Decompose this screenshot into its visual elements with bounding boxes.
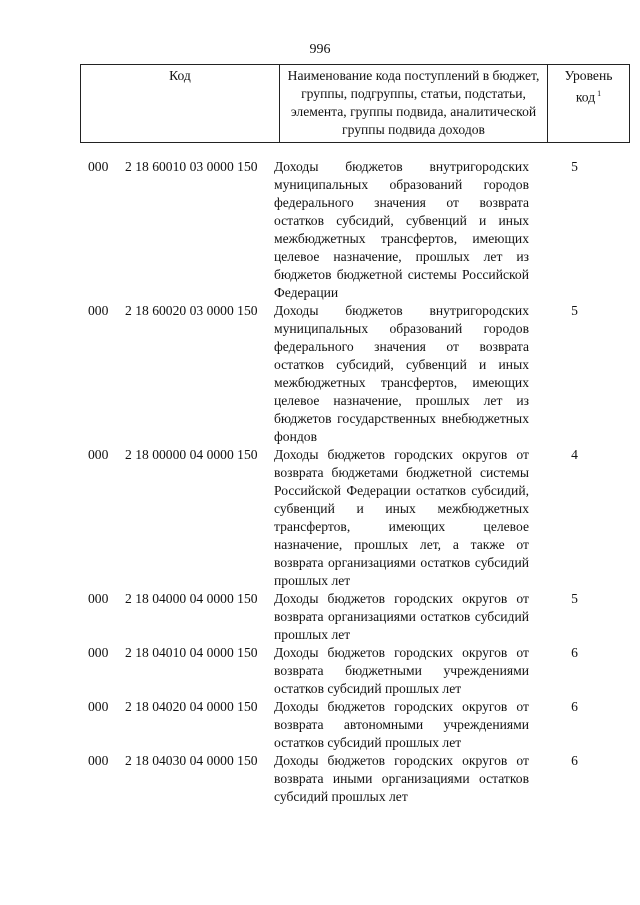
income-name: Доходы бюджетов внутригородских муниципальных образований городов федерального значения от возврата остатков субсидий, субвенций и иных межбюджетных трансфертов, имеющих целевое назначение, прошлых лет из бюджетов бюджетной системы Российской Федерации (274, 159, 529, 300)
income-name: Доходы бюджетов внутригородских муниципальных образований городов федерального значения от возврата остатков субсидий, субвенций и иных межбюджетных трансфертов, имеющих целевое назначение, прошлых лет из бюджетов государственных внебюджетных фондов (274, 303, 529, 444)
income-code: 2 18 04030 04 0000 150 (125, 753, 258, 768)
header-level-label: Уровень код (564, 68, 613, 105)
income-code: 2 18 04000 04 0000 150 (125, 591, 258, 606)
page-number: 996 (309, 42, 331, 57)
table-body (80, 158, 608, 806)
code-level: 6 (571, 699, 578, 714)
code-level: 6 (571, 753, 578, 768)
table-row (80, 644, 608, 698)
table-header (80, 64, 630, 143)
table-row (80, 590, 608, 644)
code-level: 5 (571, 303, 578, 318)
footnote-marker: 1 (597, 89, 602, 98)
table-row (80, 158, 608, 302)
admin-code: 000 (88, 303, 109, 318)
admin-code: 000 (88, 699, 109, 714)
income-name: Доходы бюджетов городских округов от возврата бюджетными учреждениями остатков субсидий прошлых лет (274, 645, 529, 696)
code-level: 5 (571, 159, 578, 174)
admin-code: 000 (88, 159, 109, 174)
income-name: Доходы бюджетов городских округов от возврата организациями остатков субсидий прошлых лет (274, 591, 529, 642)
admin-code: 000 (88, 753, 109, 768)
admin-code: 000 (88, 591, 109, 606)
income-code: 2 18 04020 04 0000 150 (125, 699, 258, 714)
header-level (548, 65, 630, 143)
income-code: 2 18 00000 04 0000 150 (125, 447, 258, 462)
table-row (80, 302, 608, 446)
header-name: Наименование кода поступлений в бюджет, группы, подгруппы, статьи, подстатьи, элемента, группы подвида, аналитической группы подвида доходов (280, 65, 548, 143)
code-level: 4 (571, 447, 578, 462)
income-name: Доходы бюджетов городских округов от возврата иными организациями остатков субсидий прошлых лет (274, 753, 529, 804)
header-code: Код (81, 65, 280, 143)
income-name: Доходы бюджетов городских округов от возврата бюджетами бюджетной системы Российской Федерации остатков субсидий, субвенций и иных межбюджетных трансфертов, имеющих целевое назначение, прошлых лет, а также от возврата организациями остатков субсидий прошлых лет (274, 447, 529, 588)
table-row (80, 446, 608, 590)
code-level: 6 (571, 645, 578, 660)
table-row (80, 698, 608, 752)
admin-code: 000 (88, 447, 109, 462)
table-row (80, 752, 608, 806)
admin-code: 000 (88, 645, 109, 660)
income-code: 2 18 04010 04 0000 150 (125, 645, 258, 660)
income-name: Доходы бюджетов городских округов от возврата автономными учреждениями остатков субсидий прошлых лет (274, 699, 529, 750)
income-code: 2 18 60020 03 0000 150 (125, 303, 258, 318)
code-level: 5 (571, 591, 578, 606)
income-code: 2 18 60010 03 0000 150 (125, 159, 258, 174)
